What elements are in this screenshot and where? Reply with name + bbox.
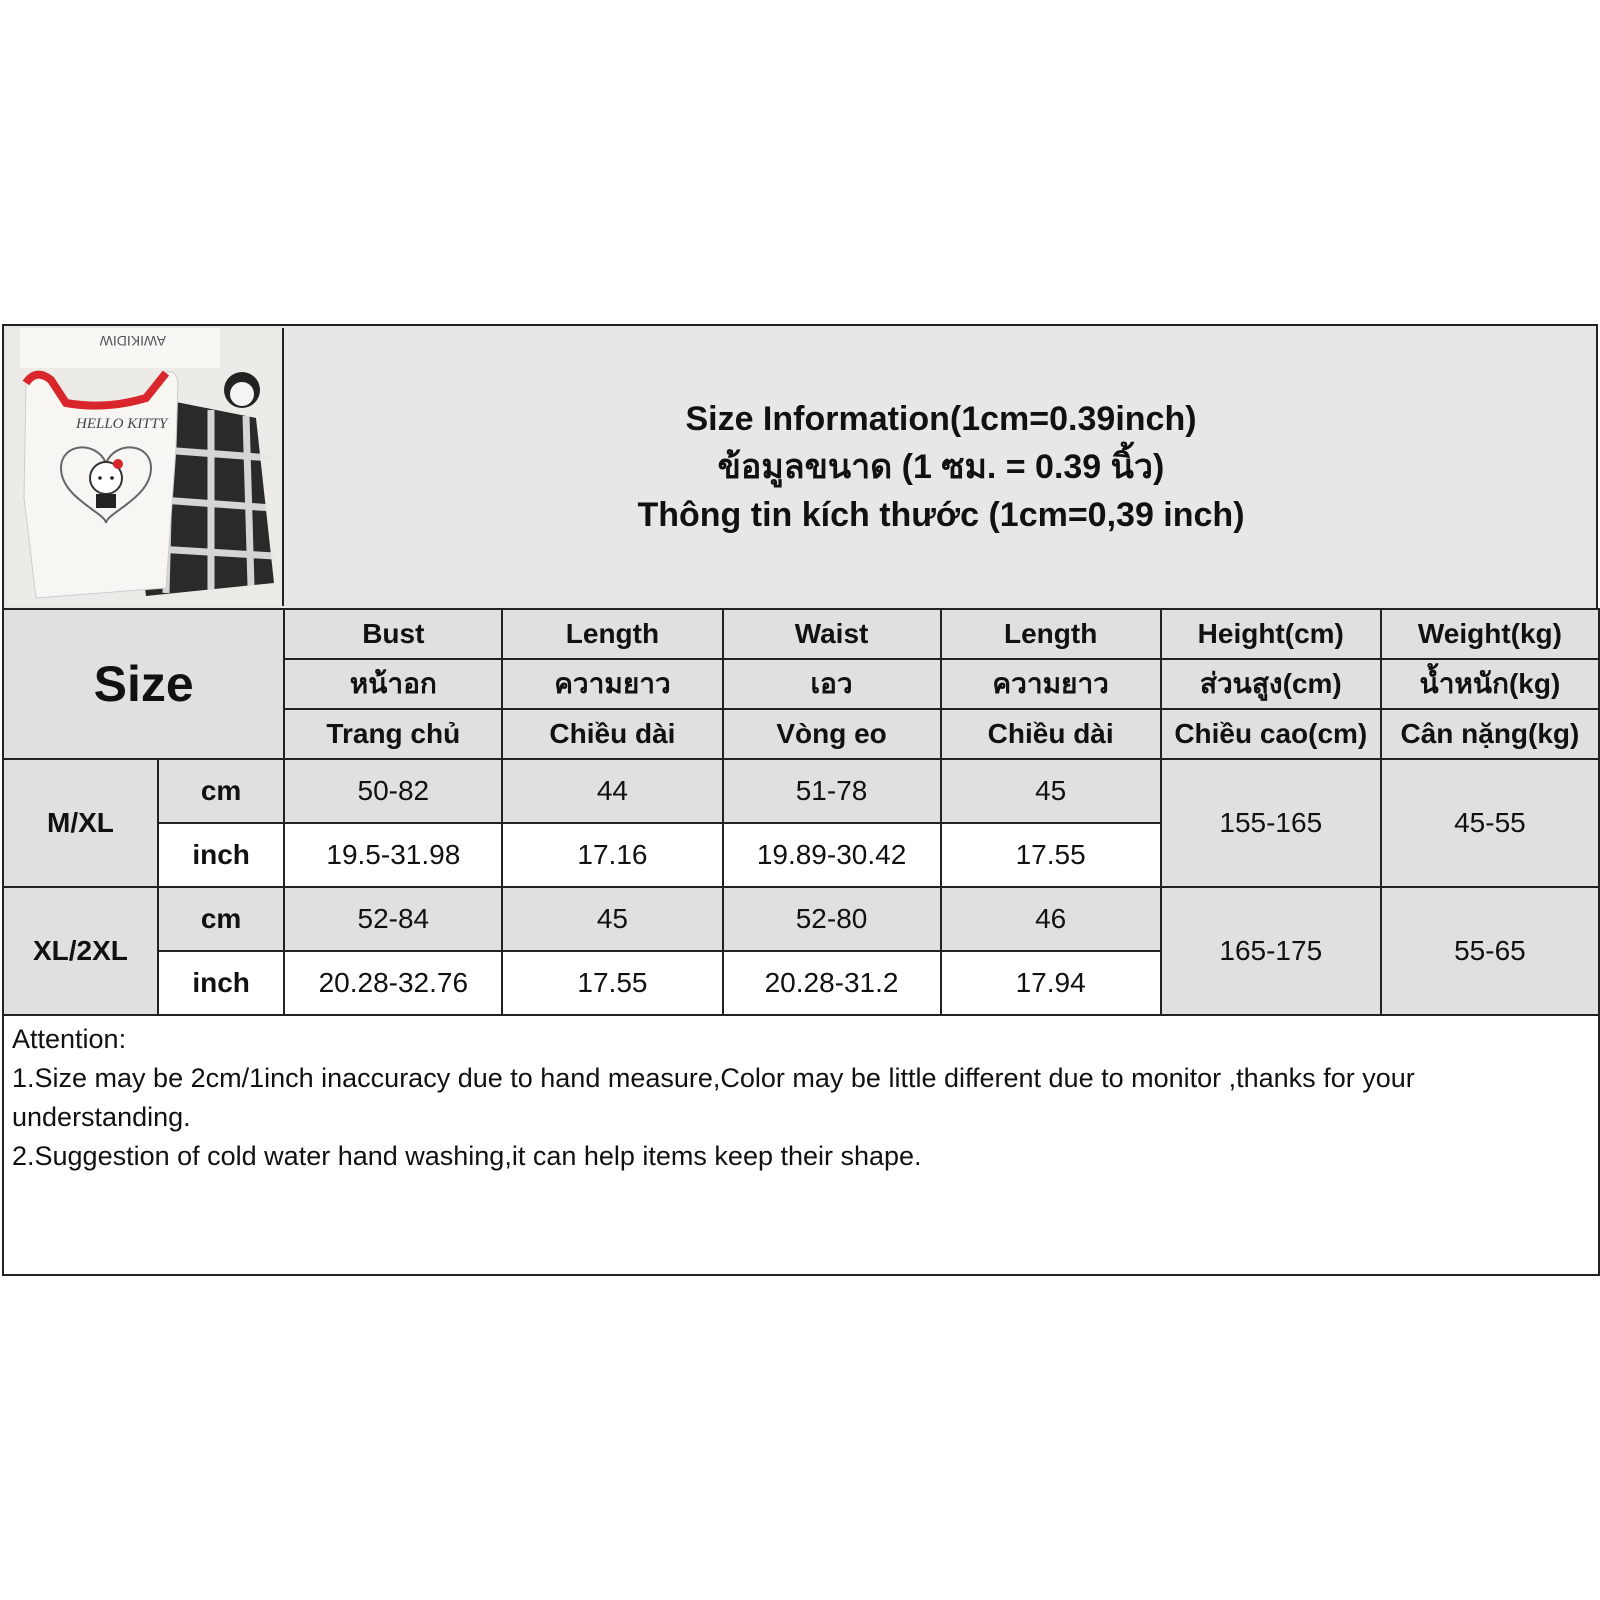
- table-row: [3, 759, 1599, 823]
- col-header: Length: [502, 609, 722, 659]
- table-cell: 17.16: [502, 823, 722, 887]
- col-header: ส่วนสูง(cm): [1161, 659, 1381, 709]
- size-name: M/XL: [3, 759, 158, 887]
- col-header: Chiều dài: [502, 709, 722, 759]
- table-cell: 51-78: [723, 759, 941, 823]
- chart-header: [2, 324, 1598, 610]
- col-header: Vòng eo: [723, 709, 941, 759]
- col-header: Chiều dài: [941, 709, 1161, 759]
- col-header: Trang chủ: [284, 709, 502, 759]
- col-header: Bust: [284, 609, 502, 659]
- col-header: Length: [941, 609, 1161, 659]
- unit-label: inch: [158, 823, 284, 887]
- col-header: Cân nặng(kg): [1381, 709, 1599, 759]
- product-photo: [6, 328, 284, 606]
- table-cell: 44: [502, 759, 722, 823]
- unit-label: cm: [158, 887, 284, 951]
- table-cell: 45: [941, 759, 1161, 823]
- table-cell: 17.94: [941, 951, 1161, 1015]
- product-photo-illustration: [6, 328, 282, 606]
- col-header: Weight(kg): [1381, 609, 1599, 659]
- height-cell: 155-165: [1161, 759, 1381, 887]
- size-column-header: Size: [3, 609, 284, 759]
- title-vietnamese: Thông tin kích thước (1cm=0,39 inch): [637, 496, 1245, 534]
- attention-notes: [2, 1014, 1600, 1276]
- size-table: [2, 608, 1600, 1016]
- table-cell: 50-82: [284, 759, 502, 823]
- table-cell: 45: [502, 887, 722, 951]
- col-header: Chiều cao(cm): [1161, 709, 1381, 759]
- table-cell: 19.89-30.42: [723, 823, 941, 887]
- box-text: AWIKIDIW: [99, 333, 166, 349]
- table-cell: 20.28-32.76: [284, 951, 502, 1015]
- table-cell: 19.5-31.98: [284, 823, 502, 887]
- table-row: [3, 887, 1599, 951]
- size-name: XL/2XL: [3, 887, 158, 1015]
- table-cell: 52-84: [284, 887, 502, 951]
- col-header: Height(cm): [1161, 609, 1381, 659]
- note-item: 1.Size may be 2cm/1inch inaccuracy due to hand measure,Color may be little different due to monitor ,thanks for your understanding.: [12, 1063, 1415, 1132]
- height-cell: 165-175: [1161, 887, 1381, 1015]
- col-header: หน้าอก: [284, 659, 502, 709]
- title-english: Size Information(1cm=0.39inch): [685, 400, 1197, 438]
- header-row-english: [3, 609, 1599, 659]
- col-header: เอว: [723, 659, 941, 709]
- table-cell: 20.28-31.2: [723, 951, 941, 1015]
- unit-label: inch: [158, 951, 284, 1015]
- table-cell: 46: [941, 887, 1161, 951]
- print-text: HELLO KITTY: [76, 416, 168, 432]
- weight-cell: 55-65: [1381, 887, 1599, 1015]
- table-cell: 17.55: [502, 951, 722, 1015]
- note-item: 2.Suggestion of cold water hand washing,it can help items keep their shape.: [12, 1141, 922, 1171]
- col-header: ความยาว: [941, 659, 1161, 709]
- col-header: ความยาว: [502, 659, 722, 709]
- table-cell: 17.55: [941, 823, 1161, 887]
- col-header: Waist: [723, 609, 941, 659]
- notes-heading: Attention:: [12, 1024, 127, 1054]
- tank-top: [24, 372, 178, 598]
- title-block: [286, 326, 1596, 608]
- col-header: น้ำหนัก(kg): [1381, 659, 1599, 709]
- title-thai: ข้อมูลขนาด (1 ซม. = 0.39 นิ้ว): [717, 448, 1165, 486]
- unit-label: cm: [158, 759, 284, 823]
- table-cell: 52-80: [723, 887, 941, 951]
- weight-cell: 45-55: [1381, 759, 1599, 887]
